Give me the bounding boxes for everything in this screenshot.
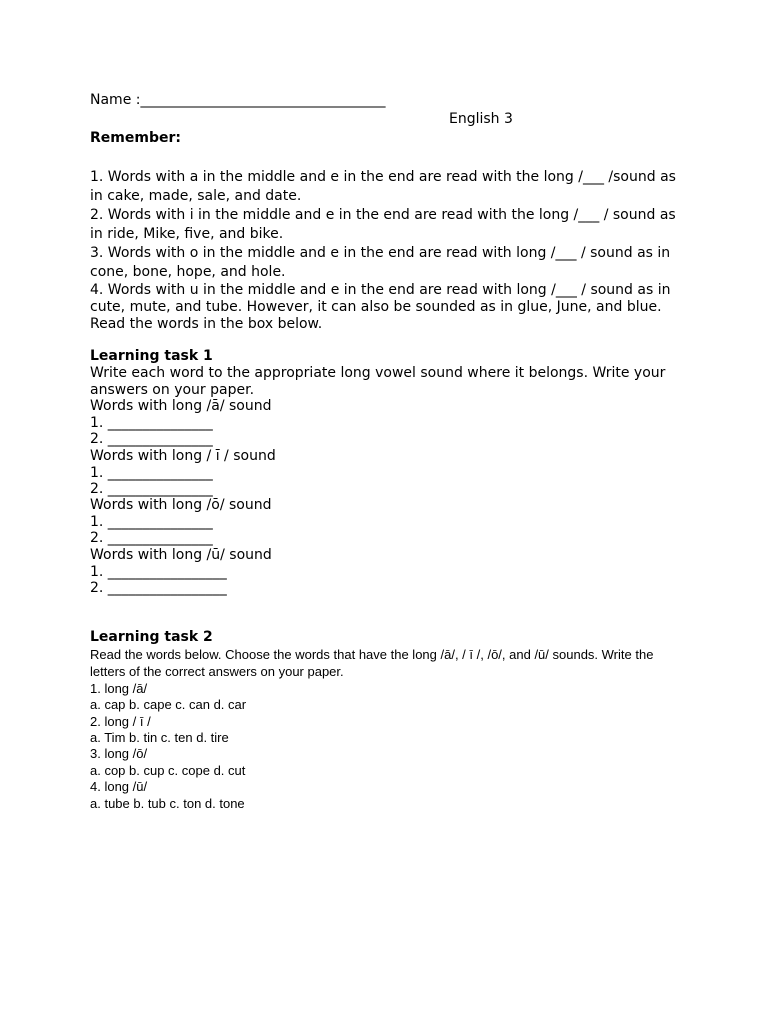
- task1-group-o-label: Words with long /ō/ sound: [90, 497, 272, 513]
- remember-item-3: 3. Words with o in the middle and e in the end are read with long /___ / sound as in cone, bone, hope, and hole.: [90, 245, 671, 280]
- task1-group-o-blank-2: 2. _______________: [90, 530, 213, 546]
- subject-label: English 3: [449, 111, 513, 127]
- task2-question-2-choices: a. Tim b. tin c. ten d. tire: [90, 730, 229, 745]
- task1-heading: Learning task 1: [90, 348, 213, 364]
- task2-heading: Learning task 2: [90, 629, 213, 645]
- task2-question-4-prompt: 4. long /ū/: [90, 779, 148, 794]
- task2-question-4-choices: a. tube b. tub c. ton d. tone: [90, 796, 245, 811]
- task1-group-u-blank-1: 1. _________________: [90, 564, 227, 580]
- task1-group-u-label: Words with long /ū/ sound: [90, 547, 272, 563]
- task1-group-a-blank-1: 1. _______________: [90, 415, 213, 431]
- remember-item-1: 1. Words with a in the middle and e in the end are read with the long /___ /sound as in cake, made, sale, and date.: [90, 169, 676, 204]
- task1-group-i-label: Words with long / ī / sound: [90, 448, 276, 464]
- task1-group-o-blank-1: 1. _______________: [90, 514, 213, 530]
- remember-item-2: 2. Words with i in the middle and e in the end are read with the long /___ / sound as in ride, Mike, five, and bike.: [90, 207, 676, 242]
- task2-instructions: Read the words below. Choose the words that have the long /ā/, / ī /, /ō/, and /ū/ sounds. Write the letters of the correct answers on your paper.: [90, 647, 654, 679]
- task1-group-a-label: Words with long /ā/ sound: [90, 398, 272, 414]
- remember-note: Read the words in the box below.: [90, 316, 323, 332]
- task1-group-u-blank-2: 2. _________________: [90, 580, 227, 596]
- name-line: Name :___________________________________: [90, 92, 386, 108]
- task1-group-i-blank-1: 1. _______________: [90, 465, 213, 481]
- task2-question-1-prompt: 1. long /ā/: [90, 681, 148, 696]
- task2-question-3-choices: a. cop b. cup c. cope d. cut: [90, 763, 246, 778]
- remember-heading: Remember:: [90, 130, 181, 146]
- task2-question-3-prompt: 3. long /ō/: [90, 746, 148, 761]
- task1-group-i-blank-2: 2. _______________: [90, 481, 213, 497]
- task1-instructions: Write each word to the appropriate long vowel sound where it belongs. Write your answers on your paper.: [90, 365, 666, 398]
- task1-group-a-blank-2: 2. _______________: [90, 431, 213, 447]
- task2-question-1-choices: a. cap b. cape c. can d. car: [90, 697, 247, 712]
- task2-question-2-prompt: 2. long / ī /: [90, 714, 151, 729]
- remember-item-4: 4. Words with u in the middle and e in the end are read with long /___ / sound as in cute, mute, and tube. However, it can also be sounded as in glue, June, and blue.: [90, 282, 671, 315]
